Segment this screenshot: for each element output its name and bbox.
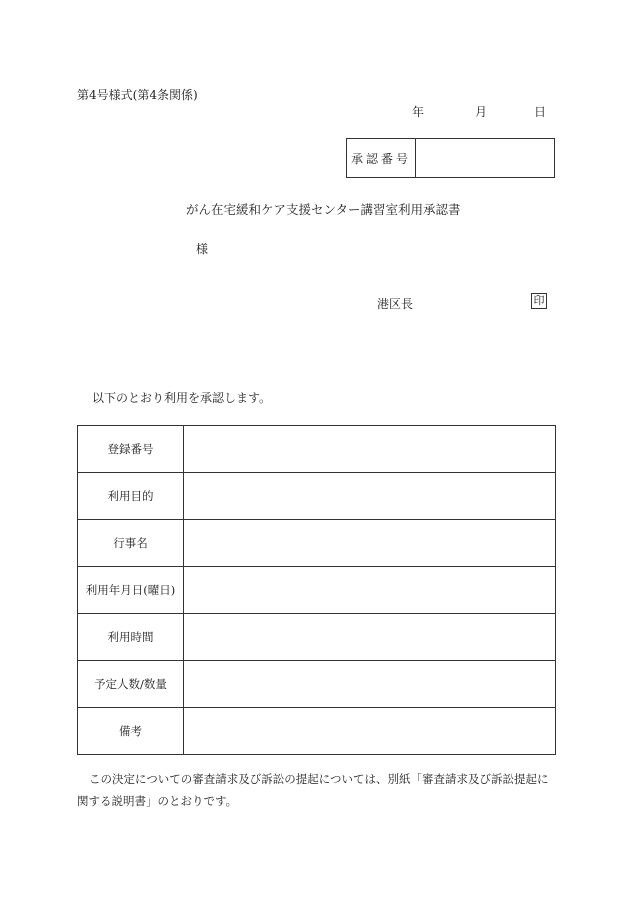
document-title: がん在宅緩和ケア支援センター講習室利用承認書 — [186, 202, 461, 217]
approval-number-box — [346, 138, 555, 178]
row-label: 利用目的 — [78, 473, 184, 520]
table-row — [78, 473, 556, 520]
row-label: 行事名 — [78, 520, 184, 567]
date-year-label: 年 — [412, 105, 425, 119]
table-row — [78, 708, 556, 755]
details-table — [77, 425, 556, 755]
row-value-field[interactable] — [184, 520, 556, 567]
table-row — [78, 614, 556, 661]
date-day-label: 日 — [534, 105, 547, 119]
row-value-field[interactable] — [184, 614, 556, 661]
table-row — [78, 567, 556, 614]
row-label: 備考 — [78, 708, 184, 755]
table-row — [78, 661, 556, 708]
row-value-field[interactable] — [184, 708, 556, 755]
form-number: 第4号様式(第4条関係) — [77, 88, 198, 102]
row-value-field[interactable] — [184, 426, 556, 473]
addressee-suffix: 様 — [196, 242, 209, 256]
issuer-name: 港区長 — [377, 297, 414, 311]
seal-mark: 印 — [531, 293, 547, 309]
approval-number-field[interactable] — [416, 139, 554, 177]
appeal-note: この決定についての審査請求及び訴訟の提起については、別紙「審査請求及び訴訟提起に関する説明書」のとおりです。 — [77, 772, 549, 808]
row-value-field[interactable] — [184, 473, 556, 520]
row-label: 予定人数/数量 — [78, 661, 184, 708]
date-month-label: 月 — [475, 105, 488, 119]
intro-text: 以下のとおり利用を承認します。 — [92, 391, 272, 405]
row-value-field[interactable] — [184, 661, 556, 708]
table-row — [78, 426, 556, 473]
row-label: 利用時間 — [78, 614, 184, 661]
table-row — [78, 520, 556, 567]
row-label: 利用年月日(曜日) — [78, 567, 184, 614]
row-value-field[interactable] — [184, 567, 556, 614]
approval-number-label: 承認番号 — [347, 139, 416, 177]
row-label: 登録番号 — [78, 426, 184, 473]
